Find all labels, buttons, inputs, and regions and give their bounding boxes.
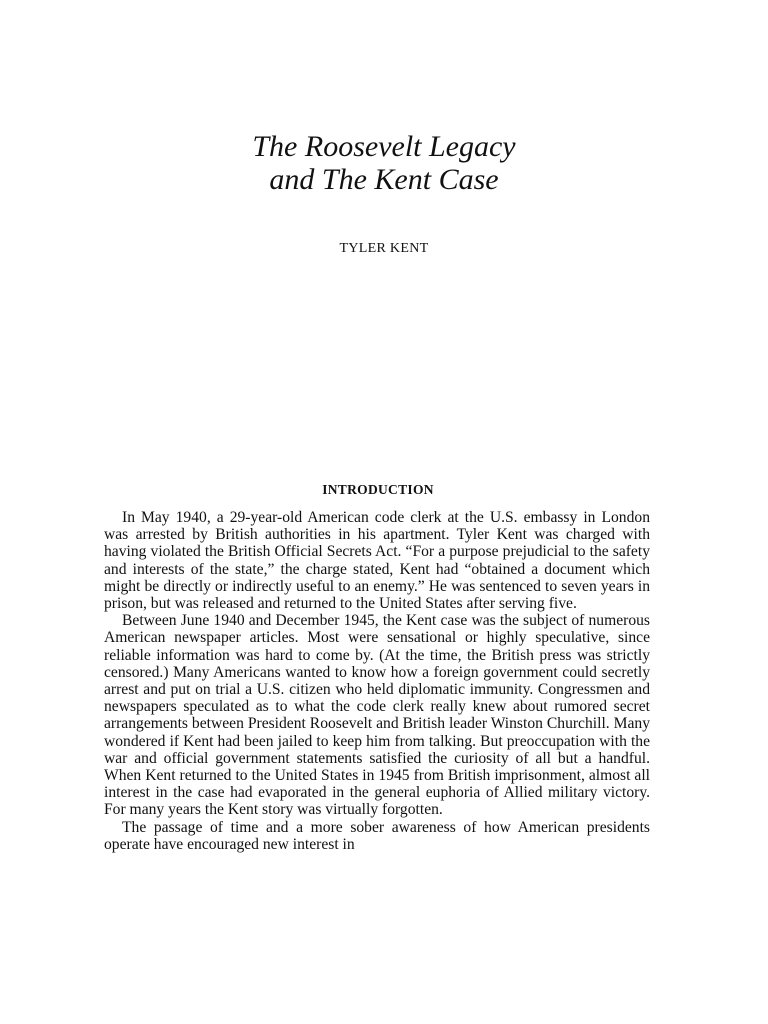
article-title-line-2: and The Kent Case	[269, 163, 499, 196]
paragraph-2: Between June 1940 and December 1945, the Kent case was the subject of numerous American newspaper articles. Most were sensational or highly speculative, since reliable information was hard to come by. (At the time, the British press was strictly censored.) Many Americans wanted to know how a foreign government could secretly arrest and put on trial a U.S. citizen who held diplomatic immunity. Congressmen and newspapers speculated as to what the code clerk really knew about rumored secret arrangements between President Roosevelt and British leader Winston Churchill. Many wondered if Kent had been jailed to keep him from talking. But preoccupation with the war and official government statements satisfied the curiosity of all but a handful. When Kent returned to the United States in 1945 from British imprisonment, almost all interest in the case had evaporated in the general euphoria of Allied military victory. For many years the Kent story was virtually forgotten.	[104, 612, 650, 819]
article-title	[0, 130, 768, 196]
paragraph-1: In May 1940, a 29-year-old American code clerk at the U.S. embassy in London was arrested by British authorities in his apartment. Tyler Kent was charged with having violated the British Official Secrets Act. “For a purpose prejudicial to the safety and interests of the state,” the charge stated, Kent had “obtained a document which might be directly or indirectly useful to an enemy.” He was sentenced to seven years in prison, but was released and returned to the United States after serving five.	[104, 509, 650, 613]
section-heading: INTRODUCTION	[322, 482, 434, 497]
body-text	[104, 509, 650, 853]
article-title-line-1: The Roosevelt Legacy	[252, 130, 516, 163]
paragraph-3: The passage of time and a more sober awareness of how American presidents operate have encouraged new interest in	[104, 818, 650, 853]
author-byline: TYLER KENT	[339, 241, 429, 256]
